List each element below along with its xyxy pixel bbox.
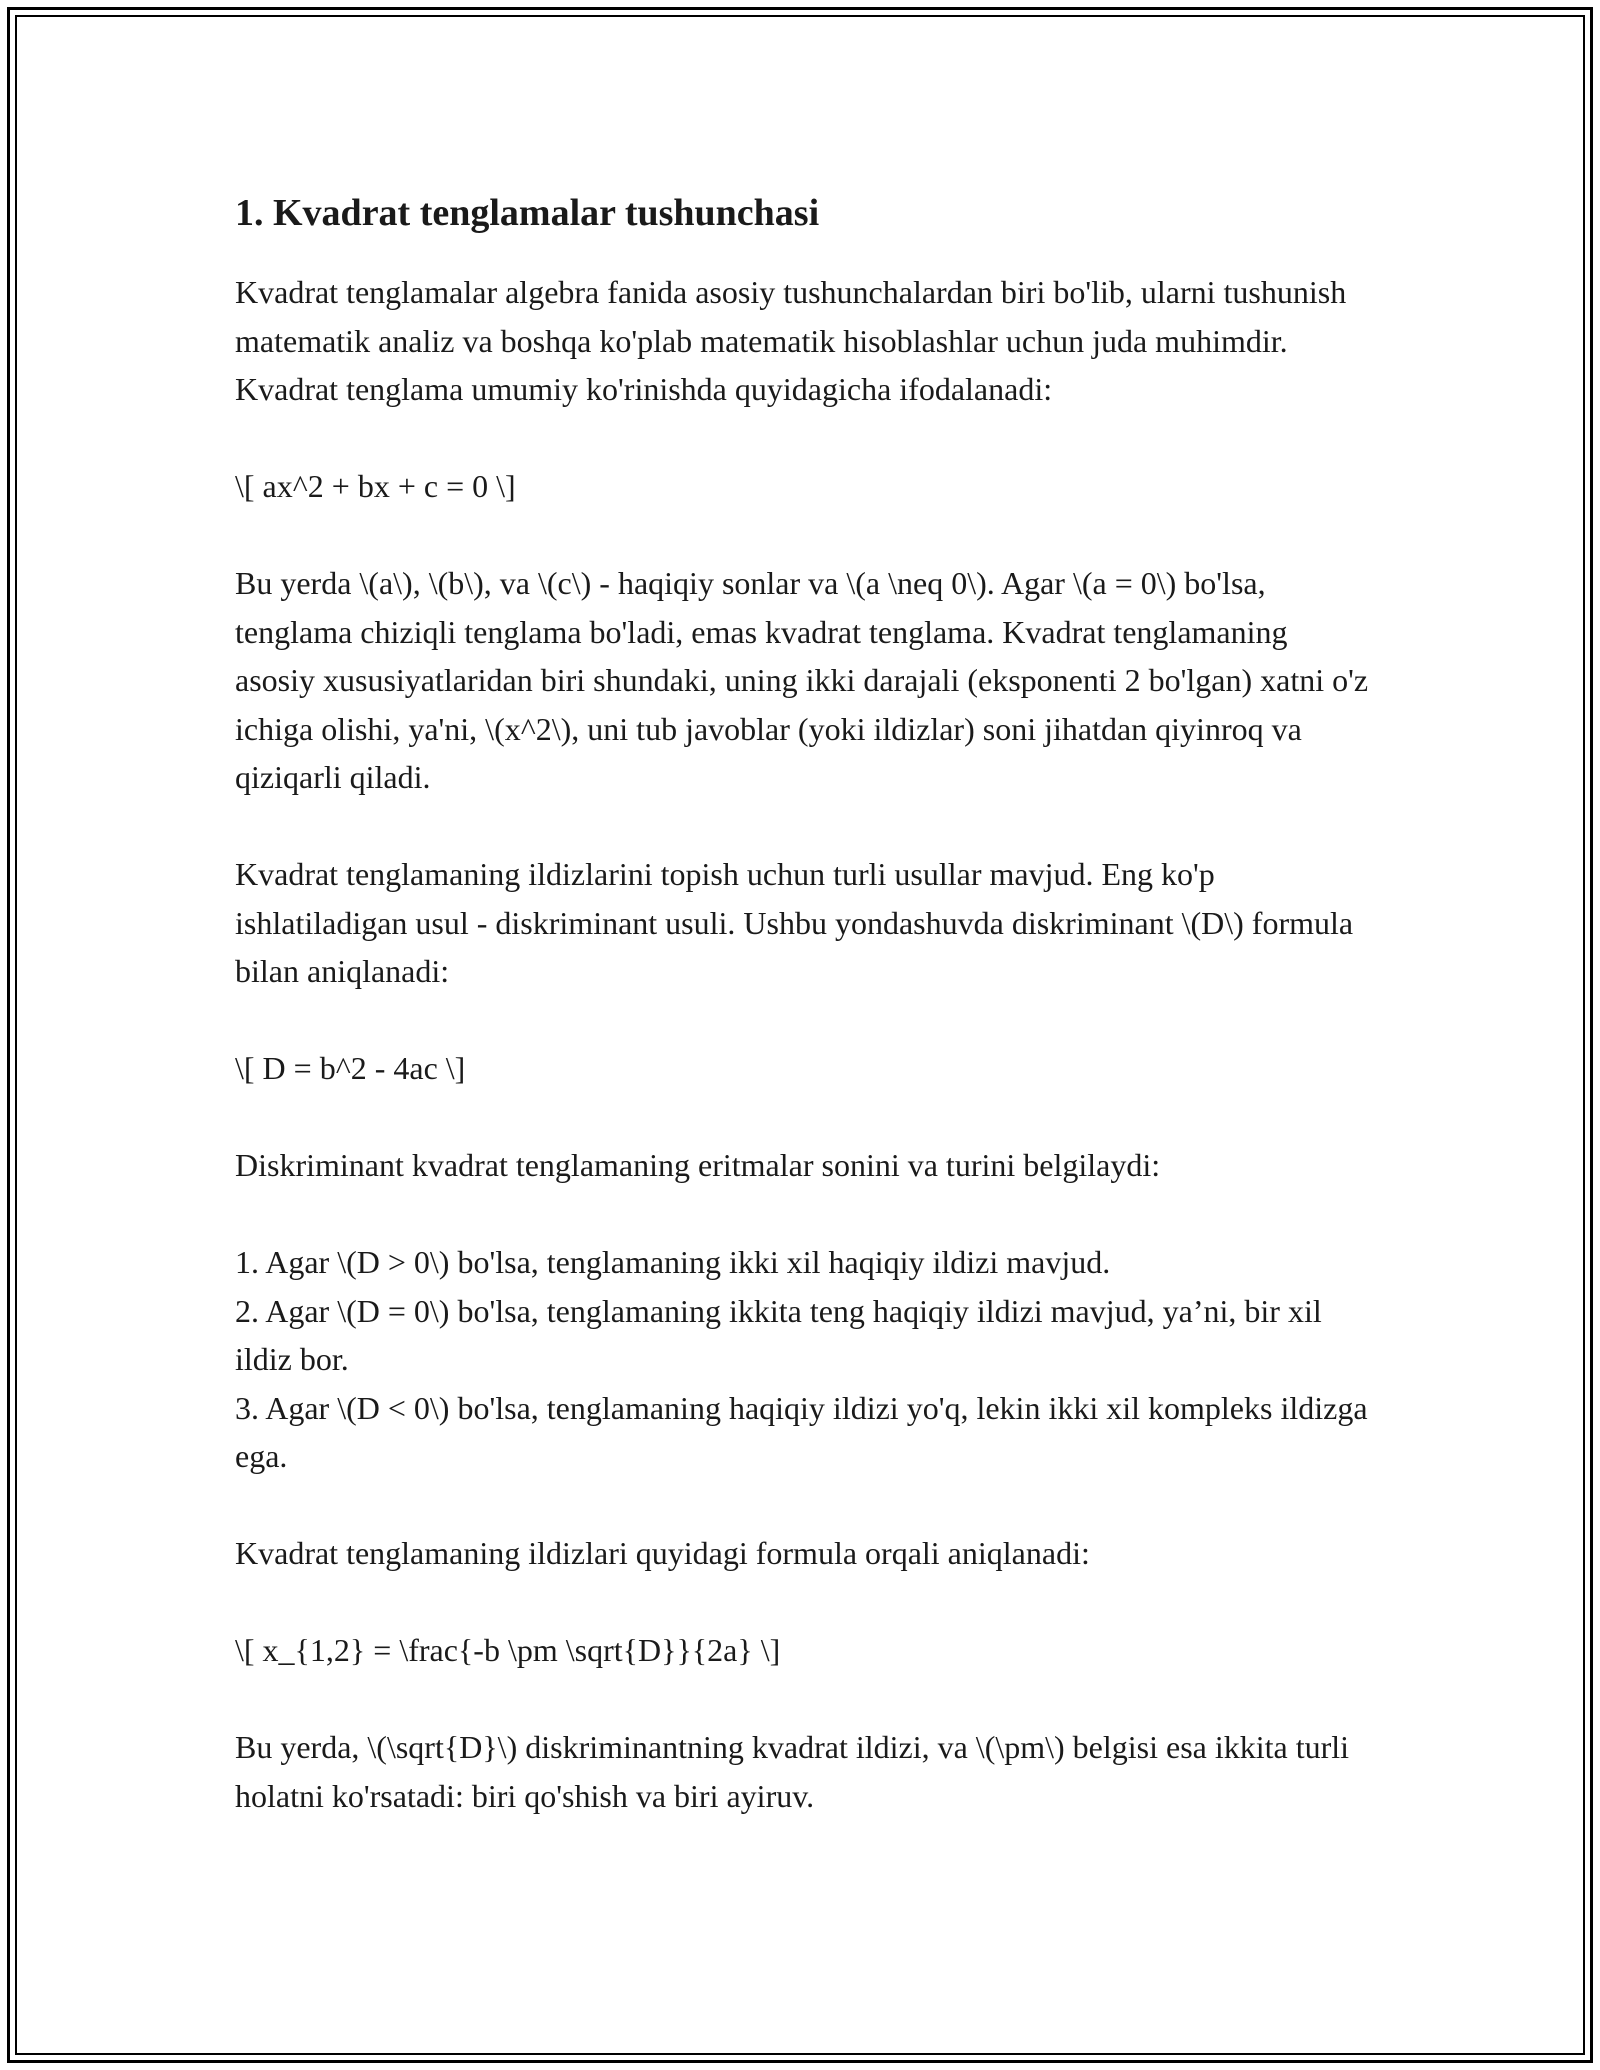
intro-paragraph: Kvadrat tenglamalar algebra fanida asosiy tushunchalardan biri bo'lib, ularni tushunish matematik analiz va boshqa ko'plab matematik hisoblashlar uchun juda muhimdir. Kvadrat tenglama umumiy ko'rinishda quyidagicha ifodalanadi:: [235, 274, 1347, 407]
methods-paragraph: Kvadrat tenglamaning ildizlarini topish uchun turli usullar mavjud. Eng ko'p ishlatiladigan usul - diskriminant usuli. Ushbu yondashuvda diskriminant \(D\) formula bilan aniqlanadi:: [235, 856, 1354, 989]
discriminant-intro: Diskriminant kvadrat tenglamaning eritmalar sonini va turini belgilaydi:: [235, 1147, 1161, 1183]
discriminant-equation: \[ D = b^2 - 4ac \]: [235, 1050, 466, 1086]
closing-paragraph: Bu yerda, \(\sqrt{D}\) diskriminantning kvadrat ildizi, va \(\pm\) belgisi esa ikkita turli holatni ko'rsatadi: biri qo'shish va biri ayiruv.: [235, 1729, 1350, 1814]
list-item: 2. Agar \(D = 0\) bo'lsa, tenglamaning ikkita teng haqiqiy ildizi mavjud, ya’ni, bir xil ildiz bor.: [235, 1292, 1322, 1377]
roots-formula: \[ x_{1,2} = \frac{-b \pm \sqrt{D}}{2a} \]: [235, 1632, 781, 1668]
section-heading: 1. Kvadrat tenglamalar tushunchasi: [235, 192, 820, 234]
document-body: [235, 186, 1375, 1869]
coefficients-paragraph: Bu yerda \(a\), \(b\), va \(c\) - haqiqiy sonlar va \(a \neq 0\). Agar \(a = 0\) bo'lsa, tenglama chiziqli tenglama bo'ladi, emas kvadrat tenglama. Kvadrat tenglamaning asosiy xususiyatlaridan biri shundaki, uning ikki darajali (eksponenti 2 bo'lgan) xatni o'z ichiga olishi, ya'ni, \(x^2\), uni tub javoblar (yoki ildizlar) soni jihatdan qiyinroq va qiziqarli qiladi.: [235, 565, 1369, 795]
list-item: 1. Agar \(D > 0\) bo'lsa, tenglamaning ikki xil haqiqiy ildizi mavjud.: [235, 1244, 1111, 1280]
list-item: 3. Agar \(D < 0\) bo'lsa, tenglamaning haqiqiy ildizi yo'q, lekin ikki xil kompleks ildizga ega.: [235, 1389, 1368, 1474]
discriminant-cases-list: [235, 1238, 1375, 1481]
roots-formula-intro: Kvadrat tenglamaning ildizlari quyidagi formula orqali aniqlanadi:: [235, 1535, 1090, 1571]
general-equation: \[ ax^2 + bx + c = 0 \]: [235, 468, 516, 504]
